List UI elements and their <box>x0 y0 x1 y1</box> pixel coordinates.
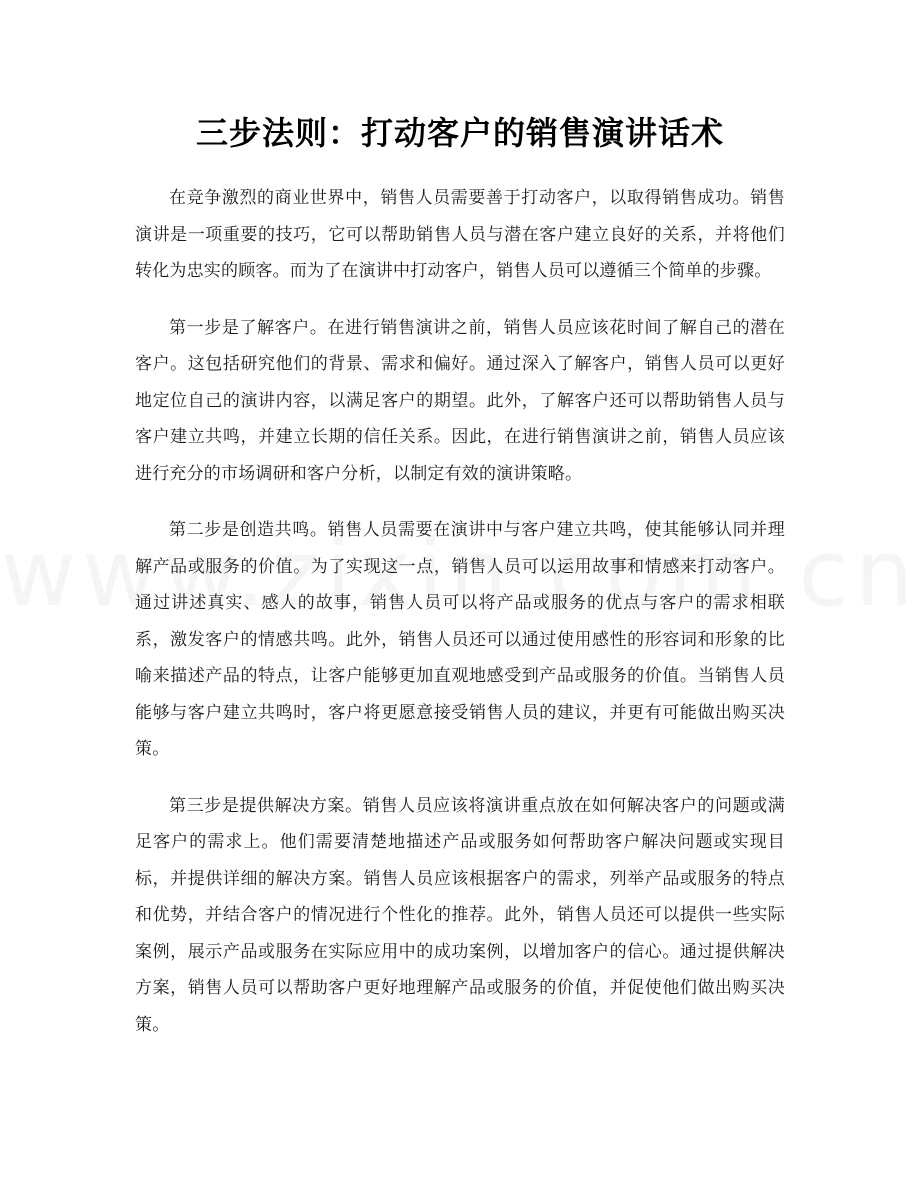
paragraph-step-one: 第一步是了解客户。在进行销售演讲之前，销售人员应该花时间了解自己的潜在客户。这包括研究他们的背景、需求和偏好。通过深入了解客户，销售人员可以更好地定位自己的演讲内容，以满足客户的期望。此外，了解客户还可以帮助销售人员与客户建立共鸣，并建立长期的信任关系。因此，在进行销售演讲之前，销售人员应该进行充分的市场调研和客户分析，以制定有效的演讲策略。 <box>135 317 785 484</box>
paragraph-step-two: 第二步是创造共鸣。销售人员需要在演讲中与客户建立共鸣，使其能够认同并理解产品或服务的价值。为了实现这一点，销售人员可以运用故事和情感来打动客户。通过讲述真实、感人的故事，销售人员可以将产品或服务的优点与客户的需求相联系，激发客户的情感共鸣。此外，销售人员还可以通过使用感性的形容词和形象的比喻来描述产品的特点，让客户能够更加直观地感受到产品或服务的价值。当销售人员能够与客户建立共鸣时，客户将更愿意接受销售人员的建议，并更有可能做出购买决策。 <box>135 520 785 759</box>
paragraph-step-three: 第三步是提供解决方案。销售人员应该将演讲重点放在如何解决客户的问题或满足客户的需求上。他们需要清楚地描述产品或服务如何帮助客户解决问题或实现目标，并提供详细的解决方案。销售人员应该根据客户的需求，列举产品或服务的特点和优势，并结合客户的情况进行个性化的推荐。此外，销售人员还可以提供一些实际案例，展示产品或服务在实际应用中的成功案例，以增加客户的信心。通过提供解决方案，销售人员可以帮助客户更好地理解产品或服务的价值，并促使他们做出购买决策。 <box>135 795 785 1035</box>
page-title: 三步法则：打动客户的销售演讲话术 <box>195 114 724 152</box>
paragraph-intro: 在竞争激烈的商业世界中，销售人员需要善于打动客户，以取得销售成功。销售演讲是一项重要的技巧，它可以帮助销售人员与潜在客户建立良好的关系，并将他们转化为忠实的顾客。而为了在演讲中打动客户，销售人员可以遵循三个简单的步骤。 <box>135 188 785 281</box>
document-body <box>135 180 785 1063</box>
